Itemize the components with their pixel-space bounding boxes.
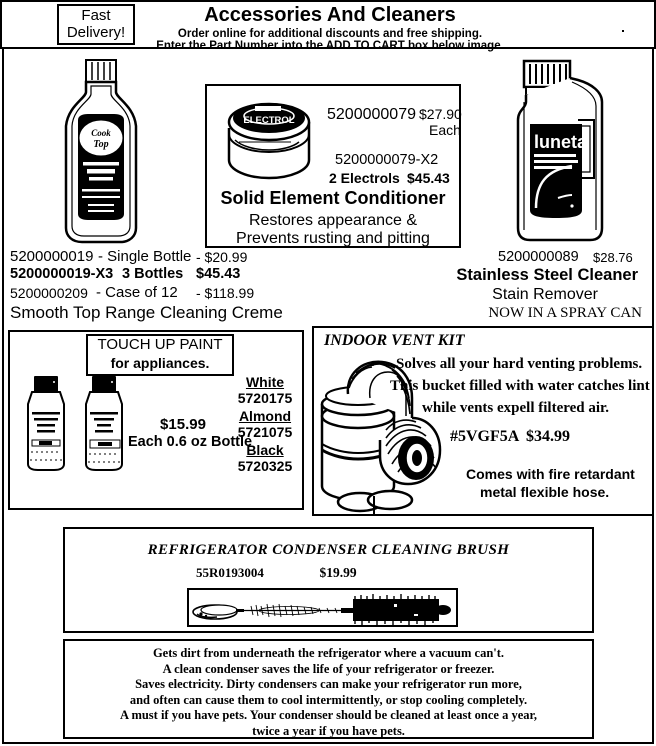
paint-bottles-image xyxy=(18,374,138,474)
vent-kit-title: INDOOR VENT KIT xyxy=(324,332,465,349)
stainless-desc: Stain Remover xyxy=(492,286,598,303)
smooth-top-line1-part: 5200000019 xyxy=(10,248,94,265)
brush-desc-line-5: A must if you have pets. Your condenser should be cleaned at least once a year, xyxy=(119,708,538,722)
paint-color-2-name: Almond xyxy=(238,408,292,424)
luneta-brand-text: luneta xyxy=(534,132,588,152)
brush-desc-line-6: twice a year if you have pets. xyxy=(252,723,405,738)
brush-part-number: 55R0193004 xyxy=(196,565,264,580)
vent-kit-desc-line-2: This bucket filled with water catches lint xyxy=(390,378,650,394)
electrol-product-name: Solid Element Conditioner xyxy=(220,188,446,208)
brush-image-frame xyxy=(187,588,458,627)
page-header xyxy=(0,0,656,52)
vent-kit-part-number: #5VGF5A xyxy=(450,428,520,445)
vent-kit-note-line-1: Comes with fire retardant xyxy=(466,466,635,482)
electrol-part-number-1: 5200000079 xyxy=(327,106,416,123)
fast-delivery-line1: Fast xyxy=(81,7,111,24)
smooth-top-line2-part: 5200000019-X3 xyxy=(10,266,114,282)
fast-delivery-badge xyxy=(57,4,135,45)
smooth-top-line2-price: $45.43 xyxy=(196,266,241,282)
brush-desc-line-2: A clean condenser saves the life of your refrigerator or freezer. xyxy=(162,661,495,676)
electrol-can-label: ELECTROL xyxy=(243,115,295,126)
touch-up-paint-card xyxy=(8,330,304,510)
vent-kit-desc-line-1: Solves all your hard venting problems. xyxy=(396,356,643,372)
touch-up-paint-title-line2: for appliances. xyxy=(110,355,210,371)
touch-up-paint-price: $15.99 xyxy=(160,416,206,433)
electrol-price-1: $27.90 xyxy=(419,106,462,122)
fast-delivery-line2: Delivery! xyxy=(66,24,126,41)
vent-kit-desc-line-3: while vents expell filtered air. xyxy=(422,400,610,416)
header-subtitle-2: Enter the Part Number into the ADD TO CART box below image. xyxy=(156,40,504,52)
electrol-qty-2: 2 Electrols xyxy=(329,170,400,186)
solid-element-conditioner-card xyxy=(205,84,461,248)
paint-color-3-part: 5720325 xyxy=(237,458,293,474)
electrol-can-image xyxy=(221,92,321,184)
brush-description-box xyxy=(63,639,594,739)
electrol-price-1-unit: Each xyxy=(429,122,461,138)
stainless-note: NOW IN A SPRAY CAN xyxy=(488,305,642,321)
stainless-product-name: Stainless Steel Cleaner xyxy=(456,266,638,284)
smooth-top-line3-desc: - Case of 12 xyxy=(96,284,178,301)
paint-color-3-name: Black xyxy=(246,442,284,458)
vent-kit-note-line-2: metal flexible hose. xyxy=(480,484,610,500)
smooth-top-line2-desc: 3 Bottles xyxy=(122,266,184,282)
brush-price: $19.99 xyxy=(319,565,357,580)
paint-color-1-part: 5720175 xyxy=(237,390,293,406)
stainless-price: $28.76 xyxy=(593,250,633,265)
electrol-desc-line-1: Restores appearance & xyxy=(248,212,418,229)
header-dot-mark xyxy=(622,30,624,32)
svg-text:Top: Top xyxy=(93,139,109,150)
brush-desc-line-4: and often can cause them to cool intermittently, or stop cooling completely. xyxy=(129,692,528,707)
stainless-part-number: 5200000089 xyxy=(498,249,579,265)
condenser-brush-card xyxy=(63,527,594,633)
indoor-vent-kit-card xyxy=(312,326,652,516)
vent-kit-price: $34.99 xyxy=(526,428,570,445)
header-subtitle-1: Order online for additional discounts and free shipping. xyxy=(177,28,483,40)
electrol-price-2: $45.43 xyxy=(407,170,450,186)
stainless-cleaner-bottle-image xyxy=(512,58,608,248)
touch-up-paint-title-box xyxy=(86,334,234,376)
brush-desc-line-1: Gets dirt from underneath the refrigerator where a vacuum can't. xyxy=(152,646,505,660)
touch-up-paint-price-note: Each 0.6 oz Bottle xyxy=(128,434,253,450)
smooth-top-line1-price: - $20.99 xyxy=(196,249,248,265)
smooth-top-bottle-image xyxy=(48,58,158,250)
page-bottom-rule xyxy=(2,742,654,744)
brush-desc-line-3: Saves electricity. Dirty condensers can make your refrigerator run more, xyxy=(135,677,522,691)
touch-up-paint-title-line1: TOUCH UP PAINT xyxy=(97,336,223,353)
smooth-top-line3-part: 5200000209 xyxy=(10,285,88,301)
brush-title: REFRIGERATOR CONDENSER CLEANING BRUSH xyxy=(147,542,510,558)
paint-color-1-name: White xyxy=(245,374,285,390)
paint-color-2-part: 5721075 xyxy=(237,424,293,440)
smooth-top-line3-price: - $118.99 xyxy=(196,285,255,301)
smooth-top-product-name: Smooth Top Range Cleaning Creme xyxy=(10,303,283,322)
page-title: Accessories And Cleaners xyxy=(204,4,456,26)
condenser-brush-image xyxy=(189,590,456,625)
electrol-part-number-2: 5200000079-X2 xyxy=(335,152,439,168)
bottle-brand-text: Cook xyxy=(91,128,111,138)
electrol-desc-line-2: Prevents rusting and pitting xyxy=(236,230,430,247)
smooth-top-line1-desc: - Single Bottle xyxy=(98,248,192,265)
